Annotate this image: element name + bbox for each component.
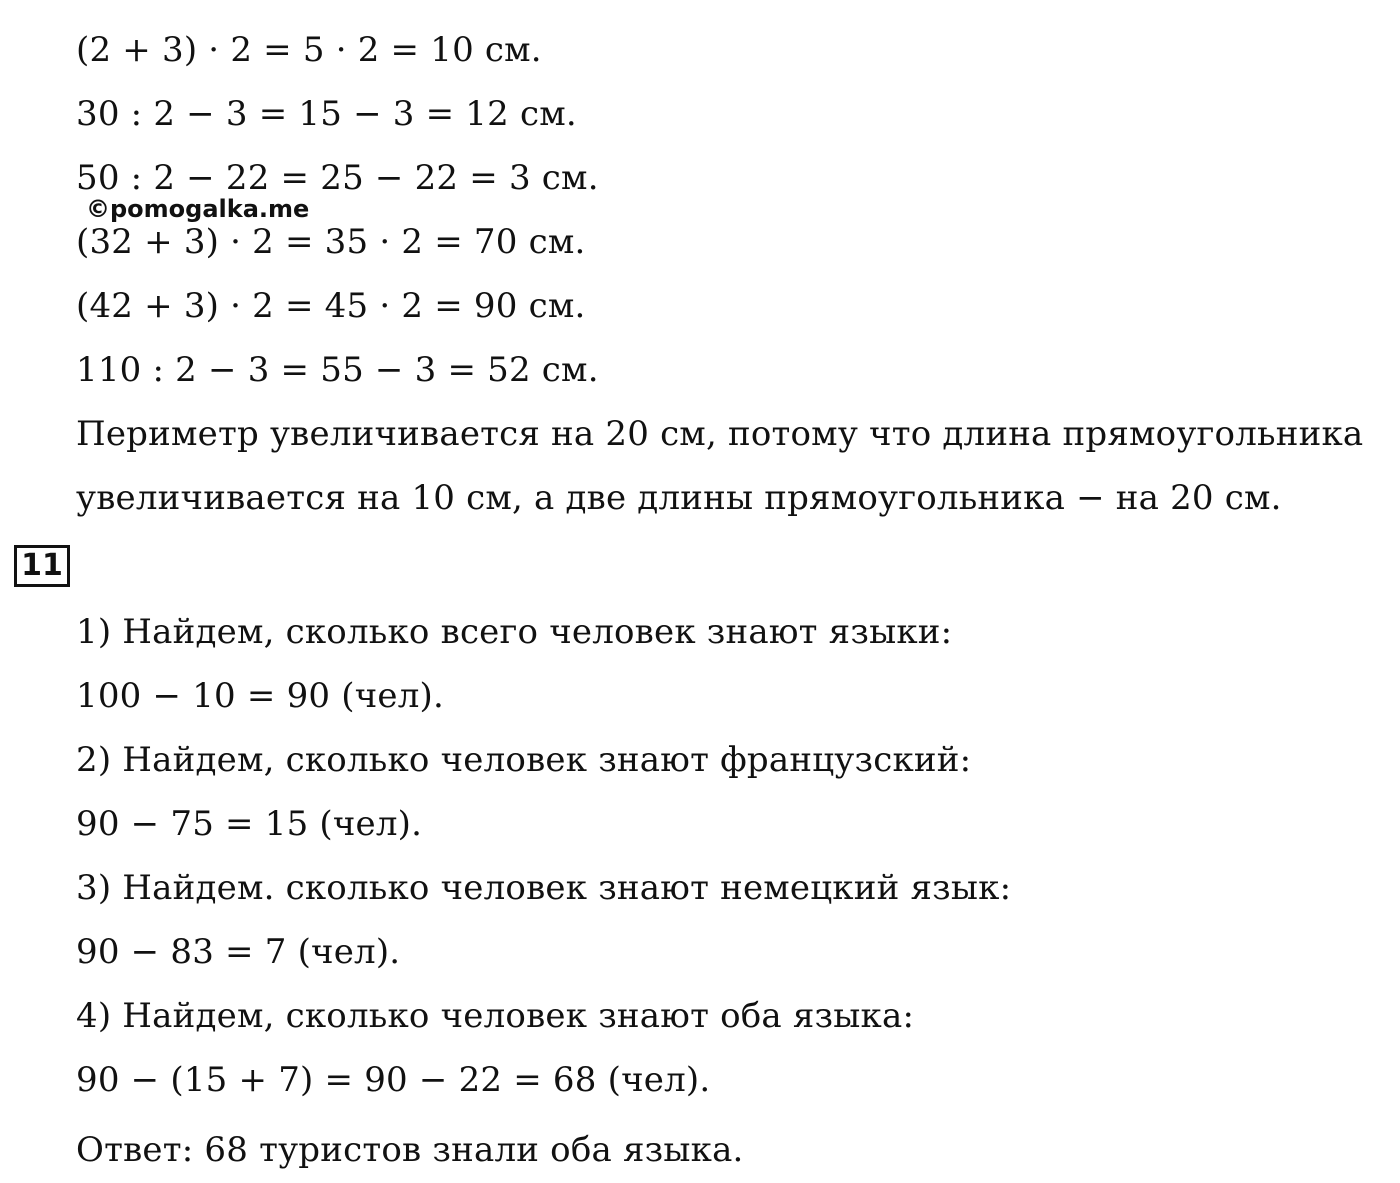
section-a-line-5: (42 + 3) · 2 = 45 · 2 = 90 см. — [76, 286, 586, 326]
section-a-line-6: 110 : 2 − 3 = 55 − 3 = 52 см. — [76, 350, 599, 390]
task-line-8: 90 − (15 + 7) = 90 − 22 = 68 (чел). — [76, 1060, 711, 1100]
answer-line: Ответ: 68 туристов знали оба языка. — [76, 1130, 744, 1170]
task-number-box: 11 — [14, 545, 70, 587]
task-line-4: 90 − 75 = 15 (чел). — [76, 804, 423, 844]
section-a-line-8: увеличивается на 10 см, а две длины прямоугольника − на 20 см. — [76, 478, 1282, 518]
task-line-5: 3) Найдем. сколько человек знают немецкий язык: — [76, 868, 1012, 908]
task-line-3: 2) Найдем, сколько человек знают французский: — [76, 740, 972, 780]
section-a-line-2: 30 : 2 − 3 = 15 − 3 = 12 см. — [76, 94, 577, 134]
task-line-7: 4) Найдем, сколько человек знают оба языка: — [76, 996, 915, 1036]
watermark: ©pomogalka.me — [86, 195, 310, 223]
section-a-line-1: (2 + 3) · 2 = 5 · 2 = 10 см. — [76, 30, 542, 70]
section-a-line-7: Периметр увеличивается на 20 см, потому что длина прямоугольника — [76, 414, 1364, 454]
task-line-1: 1) Найдем, сколько всего человек знают языки: — [76, 612, 953, 652]
section-a-line-4: (32 + 3) · 2 = 35 · 2 = 70 см. — [76, 222, 586, 262]
task-line-2: 100 − 10 = 90 (чел). — [76, 676, 444, 716]
section-a-line-3: 50 : 2 − 22 = 25 − 22 = 3 см. — [76, 158, 599, 198]
task-line-6: 90 − 83 = 7 (чел). — [76, 932, 401, 972]
